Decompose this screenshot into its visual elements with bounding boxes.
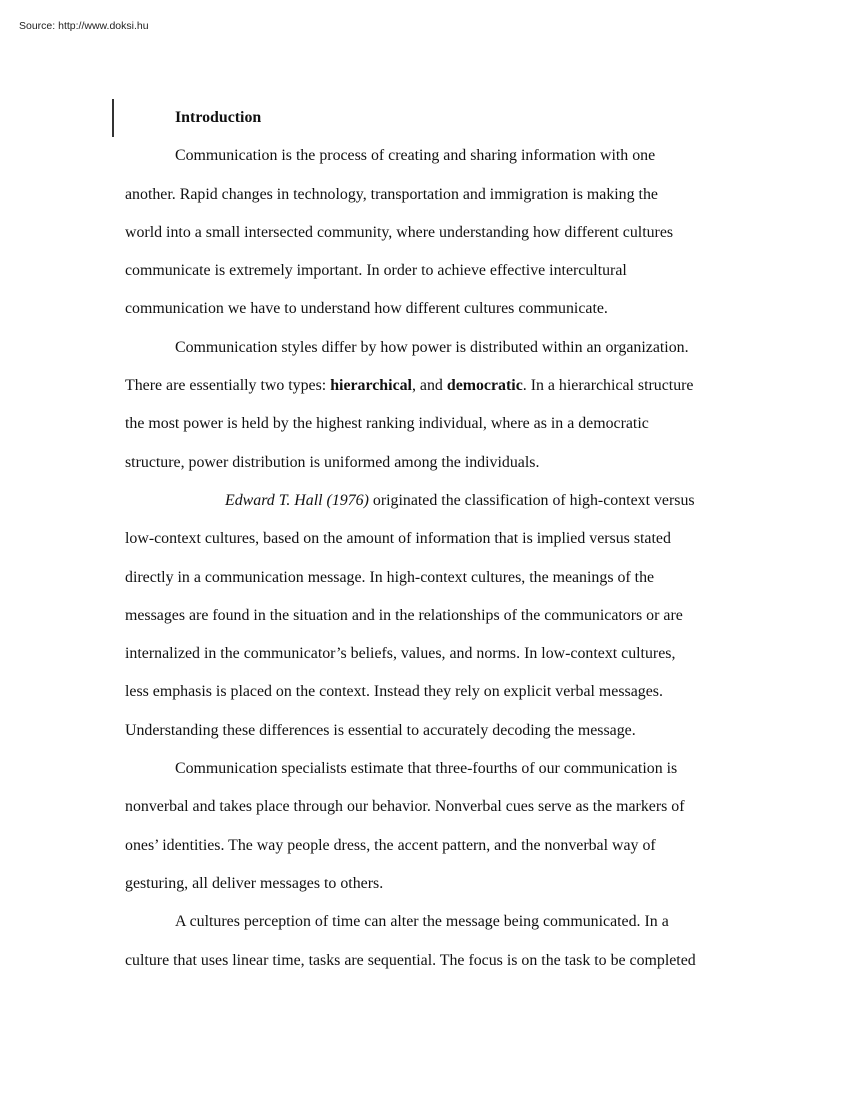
text-line: Understanding these differences is essential to accurately decoding the message.: [125, 721, 636, 739]
text-line: A cultures perception of time can alter the message being communicated. In a: [175, 913, 669, 931]
text-line: ones’ identities. The way people dress, the accent pattern, and the nonverbal way of: [125, 836, 656, 854]
text-line: world into a small intersected community, where understanding how different cultures: [125, 223, 674, 241]
text-line: culture that uses linear time, tasks are sequential. The focus is on the task to be completed: [125, 951, 696, 969]
term-hierarchical: hierarchical: [330, 377, 412, 395]
text-line: Communication specialists estimate that three-fourths of our communication is: [175, 760, 678, 778]
text-line: structure, power distribution is uniformed among the individuals.: [125, 453, 540, 471]
source-label: Source: http://www.doksi.hu: [19, 20, 149, 32]
text-line: less emphasis is placed on the context. Instead they rely on explicit verbal messages.: [125, 683, 663, 701]
text-line: nonverbal and takes place through our behavior. Nonverbal cues serve as the markers of: [125, 798, 685, 816]
text-line: the most power is held by the highest ranking individual, where as in a democratic: [125, 415, 649, 433]
text-segment: originated the classification of high-context versus: [368, 491, 695, 509]
term-democratic: democratic: [446, 377, 523, 395]
text-line: [125, 367, 730, 405]
paragraph-time-perception: [125, 903, 730, 980]
text-line: Communication is the process of creating and sharing information with one: [175, 147, 656, 165]
section-heading: Introduction: [175, 109, 262, 126]
text-line: messages are found in the situation and in the relationships of the communicators or are: [125, 606, 683, 624]
text-line: internalized in the communicator’s beliefs, values, and norms. In low-context cultures,: [125, 645, 676, 663]
paragraph-nonverbal: [125, 750, 730, 903]
paragraph-communication-styles: [125, 329, 730, 482]
text-segment: , and: [411, 377, 447, 395]
text-line: directly in a communication message. In high-context cultures, the meanings of the: [125, 568, 655, 586]
paragraph-hall-context: [125, 482, 730, 750]
text-line: Communication styles differ by how power is distributed within an organization.: [175, 338, 689, 356]
revision-bar: [112, 99, 114, 137]
text-line: another. Rapid changes in technology, transportation and immigration is making the: [125, 185, 658, 203]
citation-hall: Edward T. Hall (1976): [225, 491, 369, 509]
paragraph-communication-intro: [125, 137, 730, 328]
text-line: communication we have to understand how different cultures communicate.: [125, 300, 608, 318]
text-line: communicate is extremely important. In order to achieve effective intercultural: [125, 262, 627, 280]
text-segment: . In a hierarchical structure: [522, 377, 694, 395]
document-body: [125, 99, 730, 980]
text-line: [125, 482, 730, 520]
text-line: low-context cultures, based on the amount of information that is implied versus stated: [125, 530, 671, 548]
text-line: gesturing, all deliver messages to others.: [125, 874, 384, 892]
text-segment: There are essentially two types:: [125, 377, 331, 395]
